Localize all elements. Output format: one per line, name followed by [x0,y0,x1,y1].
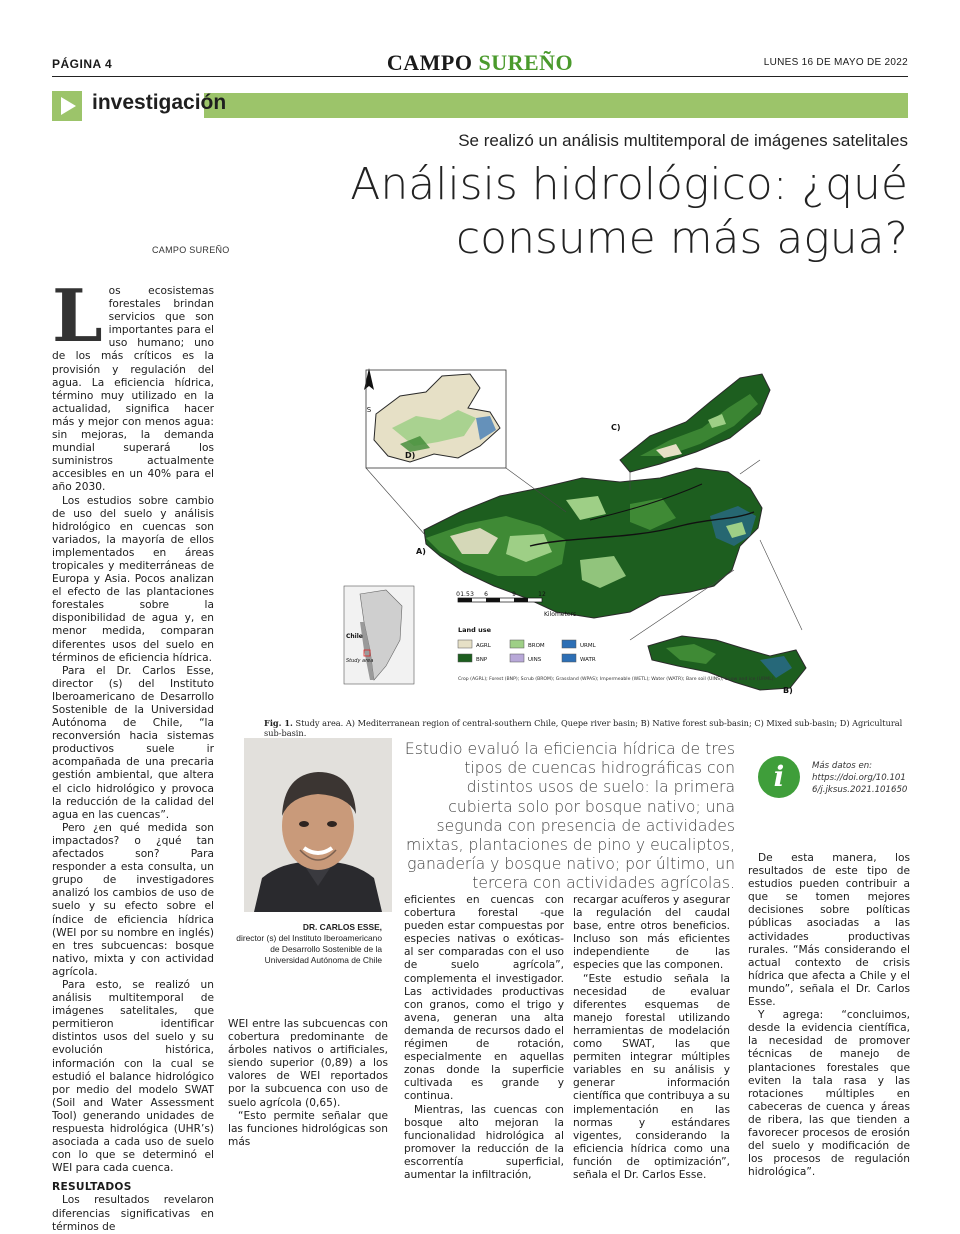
legend-item-label: BROM [528,643,545,649]
north-arrow-label: S [366,406,372,414]
doi-link[interactable]: https://doi.org/10.1016/j.jksus.2021.101650 [812,773,908,795]
paragraph: Y agrega: “concluimos, desde la evidencia científica, la necesidad de promover técnicas de manejo de plantaciones forestales que eviten la tala rasa y las rotaciones múltiples en cabeceras de cuenca y áreas de ribera, las que tienden a favorecer procesos de erosión del suelo y modificación de los procesos de regulación hidrológica”. [748,1009,910,1179]
study-area-map [330,350,908,710]
paragraph: Mientras, las cuencas con bosque alto mejoran la funcionalidad hidrológica al promover la reducción de la escorrentía superficial, aumentar la infiltración, [404,1103,564,1181]
portrait-caption [232,922,382,966]
scale-tick-label: 0 [456,591,460,598]
legend-swatch [510,654,524,662]
pull-quote: Estudio evaluó la eficiencia hídrica de tres tipos de cuencas hidrográficas con distintos usos de suelo: la primera cubierta solo por bosque nativo; una segunda con presencia de actividades mixtas, plantaciones de pino y eucaliptos, ganadería y bosque nativo; por último, un tercera con actividades agrícolas. [404,740,735,893]
results-subheading: RESULTADOS [52,1181,132,1194]
paragraph: recargar acuíferos y asegurar la regulación del caudal base, entre otros beneficios. Incluso son más eficientes independiente de las especies que las componen. [573,894,730,972]
inset-country-label: Chile [346,633,363,640]
inset-map-south-america [344,586,414,684]
paragraph-1-text: os ecosistemas forestales brindan servicios que son importantes para el uso humano; uno de los más críticos es la provisión y regulación del agua. La eficiencia hídrica, término muy utilizado en la actualidad, significa hacer más y mejor con menos agua: sin mejoras, la demanda mundial superará los suministros actualmente accesibles en un 40% para el año 2030. [52,285,214,494]
scale-tick-label: 1.5 [460,591,470,598]
figure-caption-text: Study area. A) Mediterranean region of central-southern Chile, Quepe river basin; B) Native forest sub-basin; C) Mixed sub-basin; D) Agricultural sub-basin. [264,718,903,738]
label-d: D) [405,451,416,460]
issue-date: LUNES 16 DE MAYO DE 2022 [763,57,908,68]
legend-swatch [510,640,524,648]
paragraph: “Esto permite señalar que las funciones hidrológicas son más [228,1109,388,1148]
mixed-sub-basin-c [620,374,770,472]
legend-swatch [562,640,576,648]
paragraph-1 [52,273,214,495]
label-b: B) [783,686,793,695]
paragraph: Para el Dr. Carlos Esse, director (s) del Instituto Iberoamericano de Desarrollo Sostenible de la Universidad Autónoma de Chile, “la reconversión hacia sistemas productivos suele ir acompañada de una precaria gestión ambiental, que altera el ciclo hidrológico y provoca la reducción de la calidad del agua en las cuencas”. [52,664,214,821]
paragraph: Los estudios sobre cambio de uso del suelo y análisis hidrológico en cuencas son variados, la mayoría de ellos implementados en áreas tropicales y mediterráneas de Europa y Asia. Pocos analizan el efecto de las plantaciones forestales sobre la disponibilidad de agua y, en menor medida, comparan diferentes usos del suelo en términos de eficiencia hídrica. [52,494,214,664]
more-info-label: Más datos en: [812,761,873,771]
legend-swatch [562,654,576,662]
article-column-4 [573,894,730,1182]
article-column-3 [404,894,564,1182]
legend-note: Crop (AGRL); Forest (BNP); Scrub (BROM); Grassland (WPAS); Impermeable (WETL); Water (WATR); Bare soil (UINS); Snow and ice (URML). [458,677,776,682]
page-number: PÁGINA 4 [52,57,113,71]
info-icon: i [758,756,800,798]
section-title: investigación [92,91,227,114]
scale-unit-label: Kilometers [544,611,577,618]
article-byline: CAMPO SUREÑO [152,245,230,255]
paragraph: “Este estudio señala la necesidad de evaluar diferentes esquemas de manejo forestal utilizando herramientas de modelación como SWAT, las que permiten integrar múltiples variables en su análisis y generar información científica que contribuya a su implementación en las normas y estándares vigentes, considerando la eficiencia hídrica como una función de optimización”, señala el Dr. Carlos Esse. [573,972,730,1181]
brand-part1: CAMPO [386,50,473,75]
more-info-note [812,760,912,796]
paragraph: WEI entre las subcuencas con cobertura predominante de árboles nativos o artificiales, siendo superior (0,89) a los valores de WEI reportados por la subcuenca con uso de suelo agrícola (0,65). [228,1018,388,1109]
scale-tick-label: 3 [470,591,474,598]
article-kicker: Se realizó un análisis multitemporal de imágenes satelitales [458,131,908,150]
scale-tick-label: 12 [538,591,546,598]
portrait-caption-name: DR. CARLOS ESSE, [302,922,382,932]
legend-item-label: AGRL [476,643,491,649]
legend-item-label: BNP [476,657,488,663]
portrait-photo [244,738,392,912]
article-column-5 [748,852,910,1179]
section-bar [150,93,908,118]
scale-tick-label: 9 [512,591,516,598]
label-c: C) [611,423,621,432]
scale-tick-label: 6 [484,591,488,598]
inset-study-area-label: Study area [346,658,374,664]
study-area-figure [330,350,908,710]
article-column-1 [52,273,214,1234]
play-arrow-icon [52,91,82,121]
drop-cap: L [52,273,103,358]
paragraph: Para esto, se realizó un análisis multitemporal de imágenes satelitales, que permitieron identificar distintos usos del suelo y su evolución histórica, información con la cual se estudió el balance hidrológico por medio del modelo SWAT (Soil and Water Assessment Tool) generando unidades de respuesta hidrológica (UHR’s) asociada a cada uso de suelo con lo que se determinó el WEI para cada cuenca. [52,978,214,1175]
paragraph: De esta manera, los resultados de este tipo de estudios pueden contribuir a que se tomen mejores decisiones sobre políticas públicas asociadas a las actividades productivas rurales. “Más considerando el actual contexto de crisis hídrica que afecta a Chile y el mundo”, señala el Dr. Carlos Esse. [748,852,910,1009]
article-column-2 [228,1018,388,1149]
article-headline: Análisis hidrológico: ¿qué consume más agua? [350,159,908,264]
figure-caption-label: Fig. 1. [264,718,293,728]
legend-item-label: URML [580,643,596,649]
north-arrow-icon [364,368,374,414]
paragraph: eficientes en cuencas con cobertura forestal -que pueden estar compuestas por especies nativas o exóticas- al ser comparadas con el uso de suelo agrícola”, complementa el investigador. Las actividades productivas con granos, como el trigo y avena, generan una alta demanda de recursos dado el régimen de rotación, especialmente en aquellas zonas donde la superficie cultivada es grande y continua. [404,894,564,1103]
header-rule [52,76,908,77]
portrait-caption-role: director (s) del Instituto Iberoamericano de Desarrollo Sostenible de la Universidad Autónoma de Chile [236,933,382,965]
label-a: A) [416,547,426,556]
legend-item-label: WATR [580,657,596,663]
legend-title: Land use [458,626,491,634]
paragraph: Pero ¿en qué medida son impactados? o ¿qué tan afectados son? Para responder a esta consulta, un grupo de investigadores analizó los cambios de uso de suelo y su efecto sobre el índice de eficiencia hídrica (WEI por su nombre en inglés) en tres subcuencas: bosque nativo, mixta y con actividad agrícola. [52,821,214,978]
figure-caption [264,718,910,738]
brand-part2: SUREÑO [478,50,574,75]
legend-swatch [458,640,472,648]
paragraph: Los resultados revelaron diferencias significativas en términos de [52,1194,214,1233]
legend-swatch [458,654,472,662]
legend-item-label: UINS [528,657,542,663]
